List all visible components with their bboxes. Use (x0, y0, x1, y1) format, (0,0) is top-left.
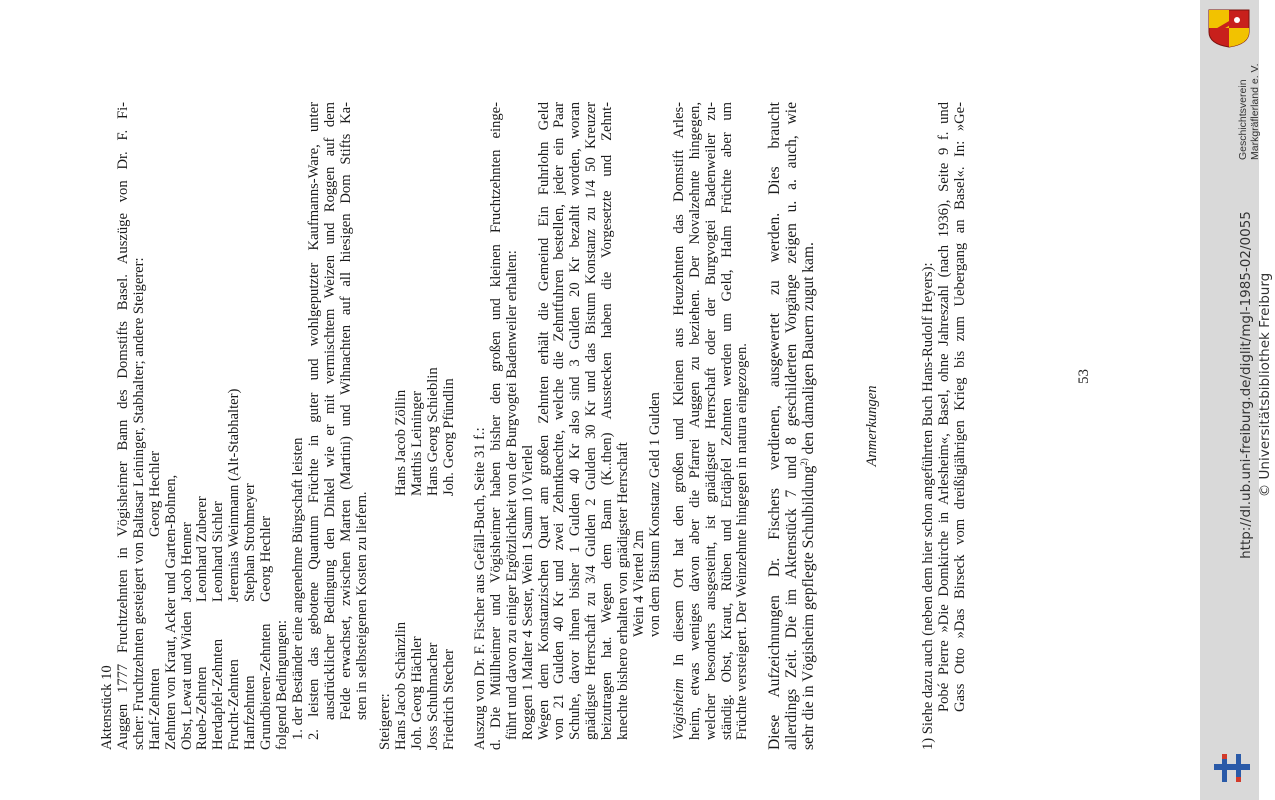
steigerer-name: Hans Georg Schieblin (425, 367, 442, 496)
steigerer-name: Joss Schuhmacher (425, 642, 442, 750)
summary-text: sehr die in Vögisheim gepflegte Schulbildung (800, 465, 818, 750)
voegisheim-text: In diesem Ort hat den großen und Kleinen aus Heuzehnten das Domstift Arles- (670, 102, 687, 679)
zehnten-item: Hanf-Zehnten (146, 668, 163, 750)
zehnten-item: Hanfzehnten (242, 675, 259, 750)
konstanz-line: knechte bishero erhalten von gnädigster Herrschaft (615, 442, 632, 740)
zehnten-row (148, 102, 164, 750)
zehnten-row (227, 102, 243, 750)
steigerer-row (442, 102, 458, 750)
steigerer-name: Joh. Georg Hächler (409, 636, 426, 750)
page-content (100, 102, 1100, 750)
zehnten-bidder: Georg Hechler (146, 450, 163, 537)
zehnten-row (243, 102, 259, 750)
konstanz-line: gnädigste Herrschaft zu 3/4 Gulden 2 Gulden 30 Kr und das Bistum Konstanz zu 1/4 50 Kreuzer (583, 102, 600, 740)
zehnten-item: Herdapfel-Zehnten (210, 638, 227, 750)
zehnten-bidder: Jeremias Weinmann (Alt-Stabhalter) (226, 388, 243, 602)
condition-line: Felde erwachset, zwischen Marten (Martini) und Wihnachten auf all hiesigen Dom Stifts Ka- (337, 102, 354, 720)
intro-line: Auggen 1777 Fruchtzehnten in Vögisheimer Bann des Domstifts Basel. Auszüge von Dr. F. Fi- (114, 102, 131, 750)
konstanz-line: Schuhe, davor ihnen bisher 1 Gulden 40 Kr also sind 3 Gulden 20 Kr bezahlt worden, woran (567, 102, 584, 740)
zehnten-row (195, 102, 211, 750)
steigerer-name: Joh. Georg Pfündlin (441, 378, 458, 496)
zehnten-item: Rueb-Zehnten (194, 666, 211, 750)
verein-name-line: Markgräflerland e. V. (1249, 63, 1261, 160)
summary-line: allerdings Zeit. Die im Aktenstück 7 und 8 geschilderten Vorgänge zeigen u. a. auch, wie (783, 102, 801, 750)
permalink-url[interactable]: http://dl.ub.uni-freiburg.de/diglit/mgl-1985-02/0055 (1238, 211, 1254, 559)
d-line: führt und davon zu einiger Ergötzlichkeit von der Burgvogtei Badenweiler erhalten: (503, 250, 520, 740)
copyright-notice: © Universitätsbibliothek Freiburg (1257, 272, 1273, 498)
anmerkungen-heading: Anmerkungen (864, 385, 881, 467)
verein-label (1237, 64, 1261, 161)
condition-item: 1. der Beständer eine angenehme Bürgschaft leisten (289, 437, 306, 740)
voegisheim-line: ständig. Obst, Kraut, Rüben und Erdäpfel Zehnten werden um Geld, Halm Früchte aber um (718, 102, 735, 740)
konstanz-line: von 21 Gulden 40 Kr und zwei Zehntknechte, welche die Zehntfuhren bestellen, jeder ein Paar (551, 102, 568, 740)
condition-line: sten in selbsteigenen Kosten zu liefern. (353, 491, 370, 720)
zehnten-bidder: Leonhard Sichler (210, 501, 227, 602)
zehnten-bidder: Stephan Strohmeyer (242, 483, 259, 602)
footnote-line: 1) Siehe dazu auch (neben dem hier schon angeführten Buch Hans-Rudolf Heyers): (920, 262, 937, 750)
roggen-line: Roggen 1 Malter 4 Sester, Wein 1 Saum 10 Vierlel (519, 444, 536, 740)
steigerer-row (410, 102, 426, 750)
footnote-ref: 2) (799, 458, 810, 466)
summary-text: den damaligen Bauern zugut kam. (800, 242, 818, 459)
verein-name-line: Geschichtsverein (1237, 79, 1249, 160)
steigerer-row (394, 102, 410, 750)
footnote-line: Gass Otto »Das Birseck vom dreißigjährigen Krieg bis zum Uebergang an Basel«. In: »Ge- (952, 102, 969, 712)
document-heading: Aktenstück 10 (99, 665, 115, 750)
summary-line: Diese Aufzeichnungen Dr. Fischers verdienen, ausgewertet zu werden. Dies braucht (766, 102, 784, 750)
steigerer-name: Friedrich Stecher (441, 649, 458, 750)
voegisheim-line (672, 102, 688, 750)
zehnten-row (259, 102, 275, 750)
steigerer-name: Hans Jacob Schänzlin (393, 621, 410, 750)
condition-item: 2. leisten das gebotene Quantum Früchte in guter und wohlgeputzter Kaufmanns-Ware, unter (305, 102, 322, 740)
steigerer-name: Matthis Leininger (409, 391, 426, 496)
steigerer-row (426, 102, 442, 750)
zehnten-bidder: Georg Hechler (258, 515, 275, 602)
d-line: d. Die Müllheimer und Vögisheimer haben bisher den großen und kleinen Fruchtzehnten einge- (487, 102, 504, 750)
conditions-heading: folgend Bedingungen: (273, 619, 290, 750)
ub-freiburg-logo-icon (1210, 748, 1254, 788)
zehnten-item: Zehnten von Kraut, Acker und Garten-Bohnen, (162, 474, 179, 750)
voegisheim-line: welcher besonders ausgesteint, ist gnädigster Herrschaft oder der Burgvogtei Badenweiler zu- (702, 102, 719, 740)
footnote-line: Pobé Pierre »Die Domkirche in Arlesheim«, Basel, ohne Jahreszahl (nach 1936), Seite 9 f. und (936, 102, 953, 712)
zehnten-row (180, 102, 196, 750)
konstanz-line: beizutragen hat. Wegen dem Bann (K..then) Ausstecken haben die Vorgesetzte und Zehnt- (599, 102, 616, 740)
page-number: 53 (1076, 369, 1092, 384)
zehnten-item: Obst, Lewat und Widen (178, 611, 195, 750)
steigerer-name: Hans Jacob Zöllin (393, 389, 410, 496)
coat-of-arms-icon (1207, 8, 1251, 48)
permalink[interactable] (1237, 185, 1275, 585)
steigerer-heading: Steigerer: (377, 693, 394, 750)
summary-line (800, 102, 817, 750)
voegisheim-line: heim, etwas weniges davon aber die Pfarrei Auggen zu beziehen. Der Novalzehnte hingegen, (686, 102, 703, 740)
zehnten-row (211, 102, 227, 750)
zehnten-bidder: Jacob Henner (178, 522, 195, 602)
zehnten-item: Grundbieren-Zehnten (258, 623, 275, 750)
auszug-heading: Auszug von Dr. F. Fischer aus Gefäll-Buch, Seite 31 f.: (471, 427, 488, 750)
zehnten-row (164, 102, 180, 750)
wein-line: Wein 4 Viertel 2m (631, 530, 647, 637)
voegisheim-line: Früchte versteigert. Der Weinzehnte hingegen in natura eingezogen. (734, 343, 751, 740)
bistum-line: von dem Bistum Konstanz Geld 1 Gulden (646, 392, 663, 637)
zehnten-bidder: Leonhard Zuberer (194, 496, 211, 602)
konstanz-line: Wegen dem Konstanzischen Quart am großen Zehnten erhält die Gemeind Ein Fuhrlohn Geld (535, 102, 552, 740)
zehnten-item: Frucht-Zehnten (226, 659, 243, 750)
condition-line: ausdrücklicher Bedingung den Dinkel wie er mit vermischtem Weizen und Roggen auf dem (321, 102, 338, 720)
intro-line: scher: Fruchtzehnten gesteigert von Baltasar Leininger, Stabhalter; andere Steigerer: (130, 257, 147, 750)
voegisheim-word: Vögisheim (670, 678, 687, 740)
